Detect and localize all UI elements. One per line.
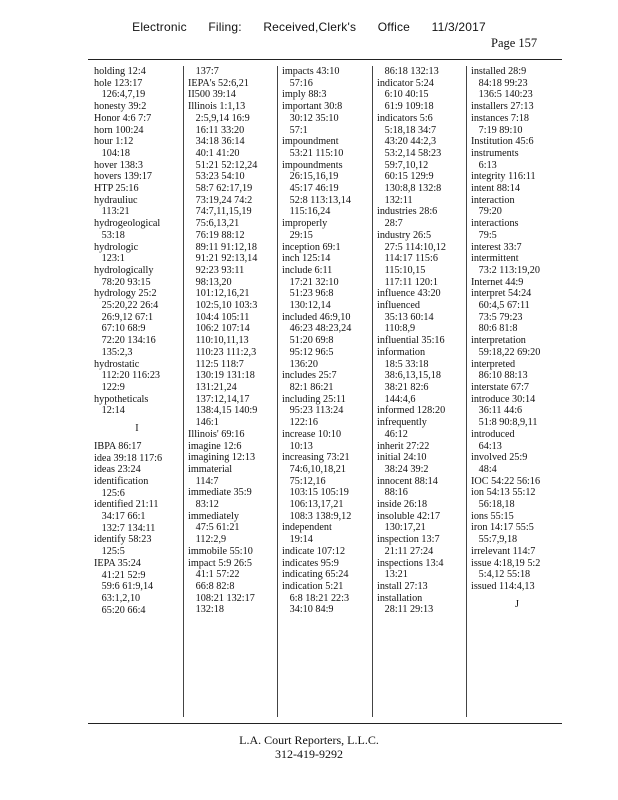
- index-entry: 72:20 134:16: [94, 335, 156, 347]
- index-entry: 2:5,9,14 16:9: [188, 112, 250, 124]
- index-entry: 95:23 113:24: [282, 405, 344, 417]
- index-entry: 84:18 99:23: [471, 77, 528, 89]
- index-entry: 144:4,6: [377, 393, 416, 405]
- index-entry: 26:15,16,19: [282, 171, 339, 183]
- index-entry: 36:11 44:6: [471, 405, 523, 417]
- index-entry: 53:21 115:10: [282, 147, 344, 159]
- index-entry: 43:20 44:2,3: [377, 136, 437, 148]
- index-entry: 110:23 111:2,3: [188, 346, 257, 358]
- index-entry: 47:5 61:21: [188, 522, 240, 534]
- index-entry: independent: [282, 522, 332, 534]
- index-entry: installation: [377, 592, 423, 604]
- index-entry: 19:14: [282, 534, 313, 546]
- index-entry: indicator 5:24: [377, 77, 434, 89]
- index-entry: inspections 13:4: [377, 557, 444, 569]
- index-entry: 131:21,24: [188, 381, 237, 393]
- index-entry: Institution 45:6: [471, 136, 534, 148]
- index-entry: industry 26:5: [377, 229, 432, 241]
- index-column-4: [372, 66, 465, 717]
- index-entry: 83:12: [188, 499, 219, 511]
- index-entry: 146:1: [188, 417, 219, 429]
- index-entry: 46:12: [377, 428, 408, 440]
- index-entry: 63:1,2,10: [94, 592, 141, 604]
- index-entry: 25:20,22 26:4: [94, 300, 159, 312]
- index-entry: intermittent: [471, 253, 519, 265]
- index-entry: 57:16: [282, 77, 313, 89]
- index-entry: immediate 35:9: [188, 487, 252, 499]
- index-entry: 60:15 129:9: [377, 171, 434, 183]
- index-entry: inch 125:14: [282, 253, 331, 265]
- index-entry: 38:6,13,15,18: [377, 370, 441, 382]
- index-entry: 38:24 39:2: [377, 463, 429, 475]
- index-entry: 6:10 40:15: [377, 89, 429, 101]
- index-entry: 45:17 46:19: [282, 183, 339, 195]
- index-entry: interest 33:7: [471, 241, 522, 253]
- index-entry: idea 39:18 117:6: [94, 452, 163, 464]
- index-entry: indication 5:21: [282, 580, 344, 592]
- index-entry: 122:9: [94, 381, 125, 393]
- index-entry: hydrostatic: [94, 358, 140, 370]
- index-entry: interpreted: [471, 358, 516, 370]
- index-entry: ideas 23:24: [94, 464, 141, 476]
- index-entry: 103:15 105:19: [282, 487, 349, 499]
- index-entry: 6:8 18:21 22:3: [282, 592, 350, 604]
- index-entry: 110:10,11,13: [188, 335, 249, 347]
- index-entry: 10:13: [282, 440, 313, 452]
- index-entry: 138:4,15 140:9: [188, 405, 258, 417]
- index-entry: 115:10,15: [377, 264, 426, 276]
- index-entry: 46:23 48:23,24: [282, 323, 352, 335]
- index-entry: impoundments: [282, 159, 343, 171]
- index-entry: indicators 5:6: [377, 112, 433, 124]
- index-entry: involved 25:9: [471, 452, 528, 464]
- index-entry: Illinois 1:1,13: [188, 101, 246, 113]
- index-entry: indicates 95:9: [282, 557, 339, 569]
- index-entry: 48:4: [471, 463, 497, 475]
- index-entry: 74:6,10,18,21: [282, 463, 346, 475]
- index-entry: impoundment: [282, 136, 339, 148]
- index-entry: 112:2,9: [188, 534, 227, 546]
- index-entry: 65:20 66:4: [94, 604, 146, 616]
- index-entry: 17:21 32:10: [282, 276, 339, 288]
- index-entry: hydrauliuc: [94, 194, 138, 206]
- index-entry: hover 138:3: [94, 159, 143, 171]
- footer-company: L.A. Court Reporters, L.L.C.: [239, 733, 379, 747]
- index-entry: inside 26:18: [377, 499, 428, 511]
- index-entry: 108:3 138:9,12: [282, 510, 352, 522]
- filing-header: [0, 20, 618, 34]
- index-entry: Illinois' 69:16: [188, 428, 245, 440]
- index-entry: intent 88:14: [471, 183, 520, 195]
- index-entry: 125:5: [94, 546, 125, 558]
- index-entry: 86:10 88:13: [471, 370, 528, 382]
- index-entry: 7:19 89:10: [471, 124, 523, 136]
- index-entry: imagine 12:6: [188, 440, 242, 452]
- index-entry: inspection 13:7: [377, 534, 440, 546]
- index-entry: integrity 116:11: [471, 171, 536, 183]
- index-entry: 132:11: [377, 194, 413, 206]
- index-entry: 132:18: [188, 604, 224, 616]
- index-entry: hovers 139:17: [94, 171, 153, 183]
- header-filing: Filing:: [208, 20, 242, 34]
- index-entry: initial 24:10: [377, 452, 427, 464]
- index-column-2: [183, 66, 274, 717]
- footer: [0, 734, 618, 761]
- header-electronic: Electronic: [132, 20, 187, 34]
- index-entry: industries 28:6: [377, 206, 438, 218]
- index-entry: 73:5 79:23: [471, 311, 523, 323]
- index-entry: 108:21 132:17: [188, 592, 255, 604]
- index-entry: included 46:9,10: [282, 311, 351, 323]
- index-entry: 13:21: [377, 569, 408, 581]
- index-entry: influenced: [377, 300, 420, 312]
- index-entry: 38:21 82:6: [377, 381, 429, 393]
- index-entry: indicating 65:24: [282, 569, 349, 581]
- index-entry: 28:7: [377, 218, 403, 230]
- index-entry: 114:7: [188, 475, 219, 487]
- index-entry: 59:6 61:9,14: [94, 581, 154, 593]
- index-entry: 64:13: [471, 440, 502, 452]
- index-entry: 58:7 62:17,19: [188, 183, 253, 195]
- index-entry: 98:13,20: [188, 276, 232, 288]
- index-entry: impact 5:9 26:5: [188, 557, 252, 569]
- index-entry: 104:4 105:11: [188, 311, 250, 323]
- index-entry: including 25:11: [282, 393, 346, 405]
- footer-phone: 312-419-9292: [275, 746, 343, 761]
- index-entry: 86:18 132:13: [377, 66, 439, 77]
- index-entry: hole 123:17: [94, 77, 143, 89]
- index-entry: 82:1 86:21: [282, 381, 334, 393]
- index-entry: IBPA 86:17: [94, 440, 142, 452]
- index-entry: 52:8 113:13,14: [282, 194, 351, 206]
- index-entry: 75:12,16: [282, 475, 326, 487]
- index-entry: 51:21 52:12,24: [188, 159, 258, 171]
- header-office: Office: [377, 20, 411, 34]
- index-entry: 125:6: [94, 487, 125, 499]
- index-entry: hydrology 25:2: [94, 288, 157, 300]
- index-entry: 122:16: [282, 417, 318, 429]
- index-entry: 34:17 66:1: [94, 511, 146, 523]
- index-entry: 27:5 114:10,12: [377, 241, 446, 253]
- index-entry: hydrologic: [94, 241, 139, 253]
- index-entry: 60:4,5 67:11: [471, 300, 530, 312]
- index-entry: 135:2,3: [94, 346, 133, 358]
- index-entry: inception 69:1: [282, 241, 341, 253]
- index-entry: influence 43:20: [377, 288, 441, 300]
- index-entry: IOC 54:22 56:16: [471, 475, 541, 487]
- index-entry: 30:12 35:10: [282, 112, 339, 124]
- index-entry: interstate 67:7: [471, 381, 529, 393]
- index-entry: 16:11 33:20: [188, 124, 245, 136]
- header-date: 11/3/2017: [431, 20, 486, 34]
- index-entry: 136:20: [282, 358, 318, 370]
- index-entry: 56:18,18: [471, 499, 515, 511]
- index-entry: 53:23 54:10: [188, 171, 245, 183]
- index-entry: 130:12,14: [282, 300, 331, 312]
- index-entry: 18:5 33:18: [377, 358, 429, 370]
- index-entry: 53:2,14 58:23: [377, 147, 442, 159]
- index-entry: 92:23 93:11: [188, 264, 245, 276]
- index-entry: 55:7,9,18: [471, 534, 518, 546]
- page-number: Page 157: [491, 36, 538, 50]
- index-entry: immobile 55:10: [188, 545, 253, 557]
- index-entry: indicate 107:12: [282, 545, 346, 557]
- header-received: Received,Clerk's: [263, 20, 357, 34]
- index-entry: 130:8,8 132:8: [377, 183, 442, 195]
- index-entry: 101:12,16,21: [188, 288, 250, 300]
- index-entry: IEPA's 52:6,21: [188, 77, 249, 89]
- index-entry: 51:20 69:8: [282, 335, 334, 347]
- index-entry: 41:21 52:9: [94, 569, 146, 581]
- index-entry: 106:2 107:14: [188, 323, 250, 335]
- index-entry: 35:13 60:14: [377, 311, 434, 323]
- index-entry: horn 100:24: [94, 124, 144, 136]
- index-entry: irrelevant 114:7: [471, 545, 536, 557]
- index-entry: 136:5 140:23: [471, 89, 533, 101]
- index-entry: include 6:11: [282, 264, 333, 276]
- index-entry: instances 7:18: [471, 112, 530, 124]
- index-entry: introduced: [471, 428, 515, 440]
- index-column-3: [277, 66, 368, 717]
- index-entry: 78:20 93:15: [94, 276, 151, 288]
- index-entry: infrequently: [377, 417, 427, 429]
- index-entry: 130:17,21: [377, 522, 426, 534]
- index-entry: 5:18,18 34:7: [377, 124, 437, 136]
- index-entry: 76:19 88:12: [188, 229, 245, 241]
- index-entry: immaterial: [188, 463, 233, 475]
- index-entry: 51:23 96:8: [282, 288, 334, 300]
- index-entry: 41:1 57:22: [188, 569, 240, 581]
- index-entry: identify 58:23: [94, 534, 152, 546]
- index-entry: installed 28:9: [471, 66, 527, 77]
- index-entry: influential 35:16: [377, 335, 445, 347]
- index-entry: interaction: [471, 194, 515, 206]
- index-entry: 79:5: [471, 229, 497, 241]
- index-entry: installers 27:13: [471, 101, 534, 113]
- index-entry: HTP 25:16: [94, 183, 139, 195]
- index-entry: 115:16,24: [282, 206, 331, 218]
- index-entry: 53:18: [94, 229, 125, 241]
- index-entry: hydrogeological: [94, 218, 161, 230]
- index-entry: important 30:8: [282, 101, 343, 113]
- index-entry: hypotheticals: [94, 393, 149, 405]
- index-entry: 80:6 81:8: [471, 323, 518, 335]
- index-entry: 130:19 131:18: [188, 370, 255, 382]
- index-entry: 59:7,10,12: [377, 159, 429, 171]
- index-entry: ion 54:13 55:12: [471, 487, 536, 499]
- index-entry: 88:16: [377, 487, 408, 499]
- index-entry: 102:5,10 103:3: [188, 300, 258, 312]
- index-entry: identified 21:11: [94, 499, 159, 511]
- index-entry: 117:11 120:1: [377, 276, 438, 288]
- index-entry: 5:4,12 55:18: [471, 569, 531, 581]
- index-entry: 51:8 90:8,9,11: [471, 417, 538, 429]
- index-entry: improperly: [282, 218, 328, 230]
- index-entry: 66:8 82:8: [188, 580, 235, 592]
- index-entry: interpretation: [471, 335, 526, 347]
- index-entry: 74:7,11,15,19: [188, 206, 252, 218]
- index-entry: 73:19,24 74:2: [188, 194, 253, 206]
- index-entry: 89:11 91:12,18: [188, 241, 257, 253]
- index-entry: 112:5 118:7: [188, 358, 244, 370]
- index-entry: 104:18: [94, 147, 130, 159]
- index-entry: 91:21 92:13,14: [188, 253, 258, 265]
- index-entry: 26:9,12 67:1: [94, 311, 154, 323]
- index-entry: imply 88:3: [282, 89, 327, 101]
- index-entry: 132:7 134:11: [94, 522, 156, 534]
- index-entry: install 27:13: [377, 580, 428, 592]
- index-entry: 126:4,7,19: [94, 89, 146, 101]
- index-entry: inherit 27:22: [377, 440, 430, 452]
- index-entry: 106:13,17,21: [282, 499, 344, 511]
- index-entry: 73:2 113:19,20: [471, 264, 540, 276]
- index-entry: 59:18,22 69:20: [471, 346, 541, 358]
- index-entry: imagining 12:13: [188, 452, 256, 464]
- index-entry: 113:21: [94, 206, 130, 218]
- index-entry: information: [377, 346, 426, 358]
- index-entry: iron 14:17 55:5: [471, 522, 534, 534]
- index-frame: [88, 59, 562, 724]
- index-entry: Honor 4:6 7:7: [94, 112, 152, 124]
- index-entry: interactions: [471, 218, 519, 230]
- section-letter: I: [135, 423, 139, 435]
- index-entry: 75:6,13,21: [188, 218, 240, 230]
- index-entry: honesty 39:2: [94, 101, 147, 113]
- index-entry: immediately: [188, 510, 239, 522]
- index-entry: 112:20 116:23: [94, 370, 161, 382]
- index-column-5: [466, 66, 563, 717]
- index-entry: instruments: [471, 147, 519, 159]
- index-entry: issue 4:18,19 5:2: [471, 557, 541, 569]
- index-entry: 67:10 68:9: [94, 323, 146, 335]
- section-letter: J: [515, 598, 519, 610]
- index-entry: includes 25:7: [282, 370, 337, 382]
- index-entry: 21:11 27:24: [377, 545, 434, 557]
- index-entry: introduce 30:14: [471, 393, 536, 405]
- index-entry: increasing 73:21: [282, 452, 350, 464]
- index-entry: 40:1 41:20: [188, 147, 240, 159]
- index-entry: 79:20: [471, 206, 502, 218]
- index-entry: Internet 44:9: [471, 276, 524, 288]
- index-entry: innocent 88:14: [377, 475, 438, 487]
- index-entry: 114:17 115:6: [377, 253, 438, 265]
- index-entry: identification: [94, 475, 149, 487]
- index-entry: 95:12 96:5: [282, 346, 334, 358]
- index-column-1: [94, 66, 180, 717]
- index-entry: 34:18 36:14: [188, 136, 245, 148]
- index-entry: increase 10:10: [282, 428, 342, 440]
- index-entry: 137:12,14,17: [188, 393, 250, 405]
- index-entry: holding 12:4: [94, 66, 146, 77]
- index-entry: ions 55:15: [471, 510, 514, 522]
- index-entry: informed 128:20: [377, 405, 446, 417]
- index-entry: IEPA 35:24: [94, 557, 141, 569]
- index-entry: 34:10 84:9: [282, 604, 334, 616]
- index-entry: impacts 43:10: [282, 66, 340, 77]
- index-entry: 137:7: [188, 66, 219, 77]
- index-entry: interpret 54:24: [471, 288, 532, 300]
- index-entry: hour 1:12: [94, 136, 134, 148]
- index-entry: insoluble 42:17: [377, 510, 441, 522]
- index-entry: 57:1: [282, 124, 308, 136]
- index-entry: 12:14: [94, 405, 125, 417]
- index-entry: II500 39:14: [188, 89, 236, 101]
- index-entry: 110:8,9: [377, 323, 416, 335]
- index-entry: issued 114:4,13: [471, 580, 535, 592]
- index-entry: 123:1: [94, 253, 125, 265]
- index-entry: hydrologically: [94, 264, 154, 276]
- index-entry: 29:15: [282, 229, 313, 241]
- index-entry: 61:9 109:18: [377, 101, 434, 113]
- index-entry: 28:11 29:13: [377, 604, 434, 616]
- index-entry: 6:13: [471, 159, 497, 171]
